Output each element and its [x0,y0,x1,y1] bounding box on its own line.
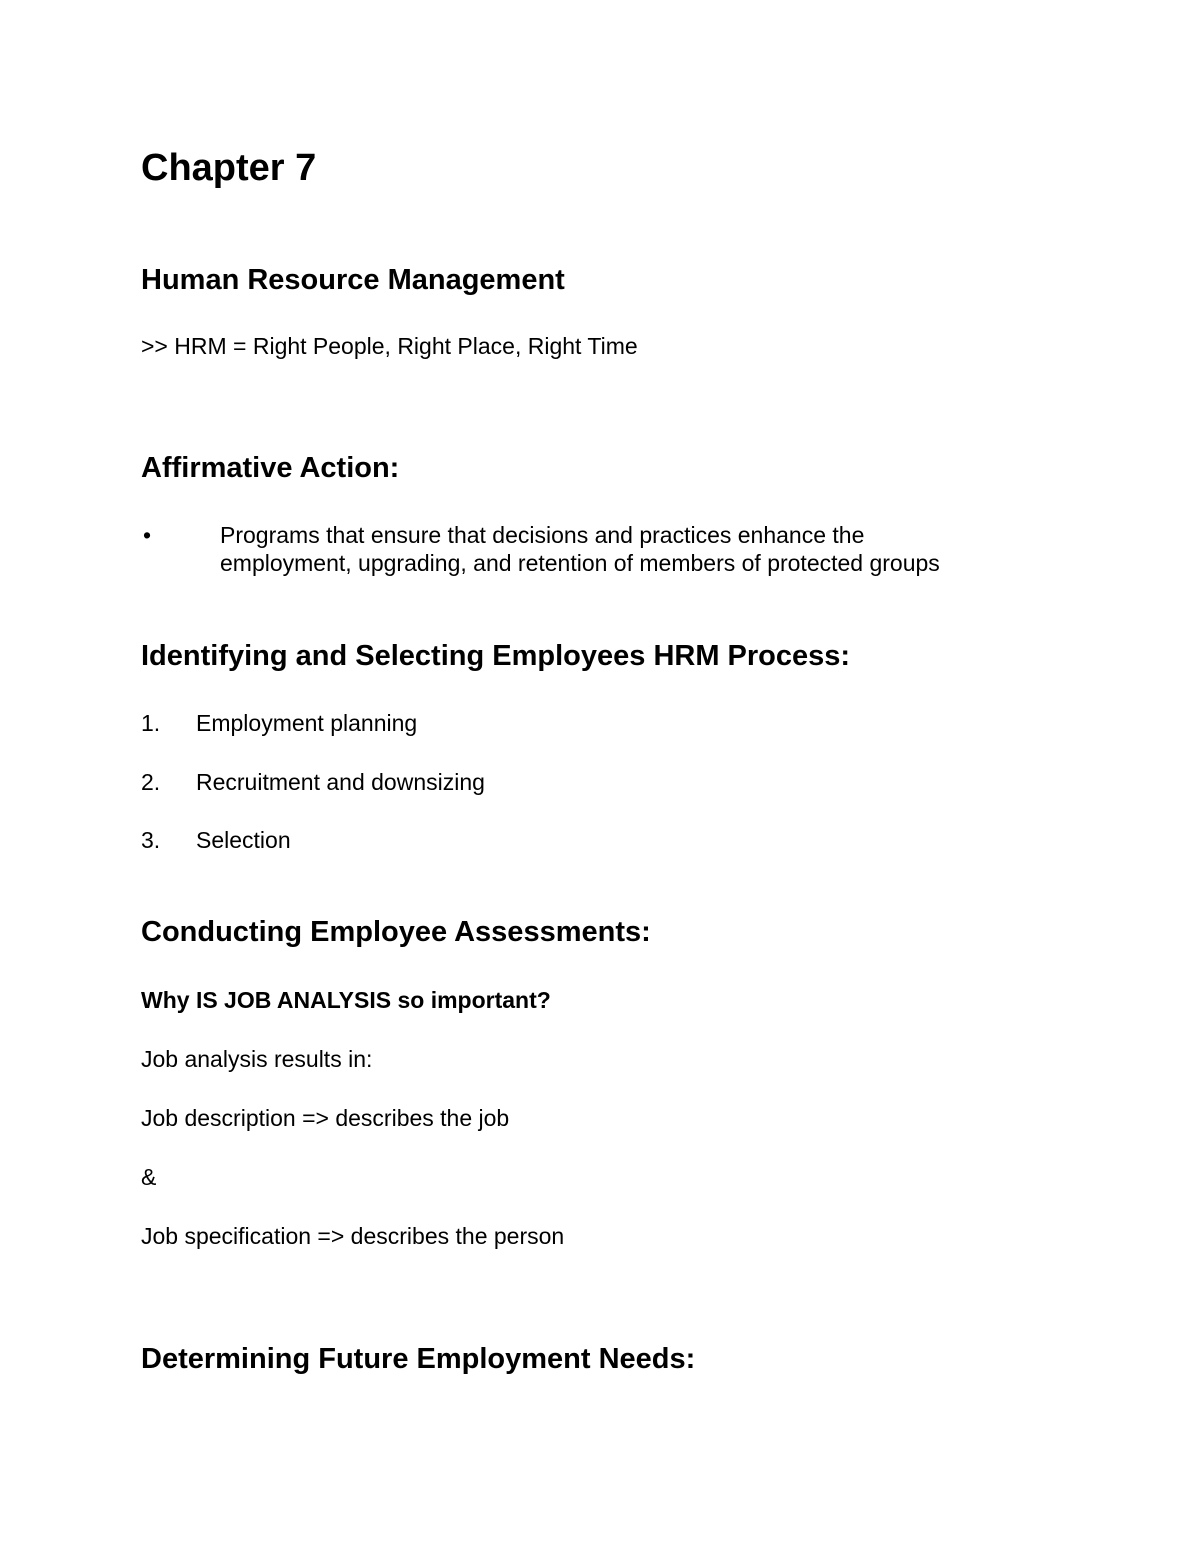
hrm-definition-line: >> HRM = Right People, Right Place, Right Time [141,333,638,359]
chapter-title: Chapter 7 [141,147,317,189]
list-item-number: 3. [141,827,161,853]
job-analysis-question: Why IS JOB ANALYSIS so important? [141,987,551,1013]
future-needs-heading: Determining Future Employment Needs: [141,1343,696,1375]
job-description-line: Job description => describes the job [141,1105,510,1131]
bullet-marker: • [143,522,152,548]
list-item: Employment planning [196,710,418,736]
affirmative-action-heading: Affirmative Action: [141,452,400,484]
list-item-number: 1. [141,710,161,736]
list-item-number: 2. [141,769,161,795]
job-specification-line: Job specification => describes the person [141,1223,565,1249]
process-heading: Identifying and Selecting Employees HRM Process: [141,640,851,672]
assessment-heading: Conducting Employee Assessments: [141,916,651,948]
hrm-heading: Human Resource Management [141,264,565,296]
affirmative-bullet-line-2: employment, upgrading, and retention of members of protected groups [220,550,940,576]
list-item: Selection [196,827,291,853]
affirmative-bullet-line-1: Programs that ensure that decisions and practices enhance the [220,522,865,548]
list-item: Recruitment and downsizing [196,769,485,795]
job-analysis-results-line: Job analysis results in: [141,1046,373,1072]
ampersand-line: & [141,1164,157,1190]
